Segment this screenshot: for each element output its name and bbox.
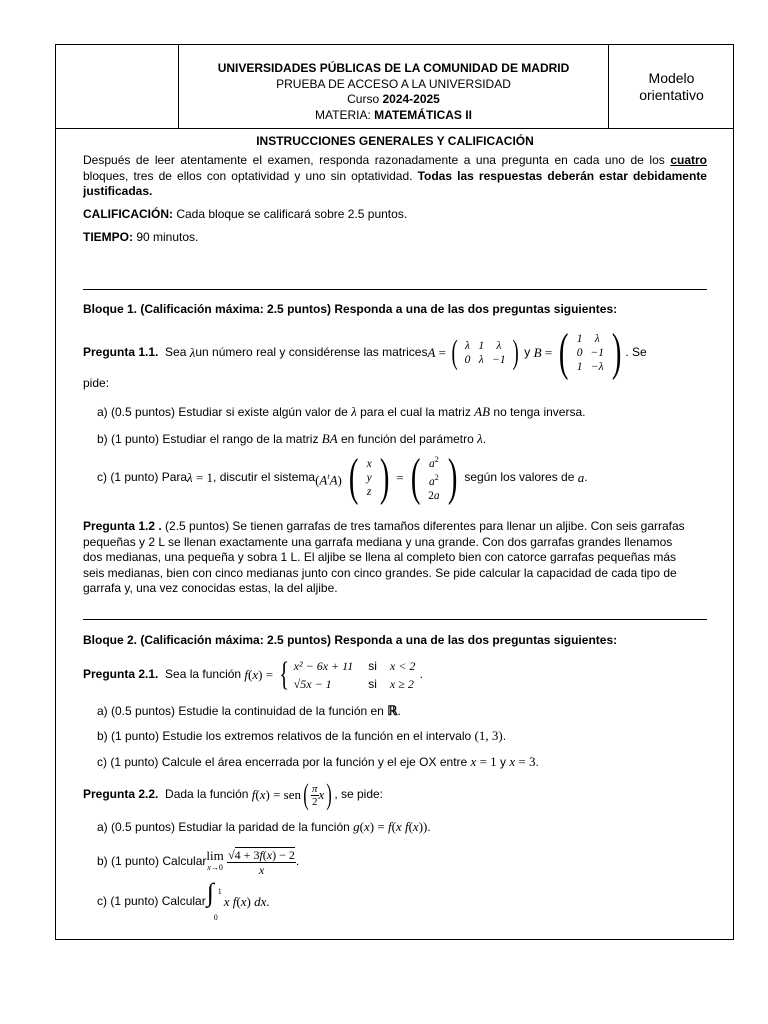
q22-item-b: b) (1 punto) Calcular lim x→0 $\frac{√4 + 3f(x) - 2}{x}$ . xyxy=(97,847,300,877)
question-1-1: Pregunta 1.1. Sea λ un número real y considérense las matrices A = ( λ 1 λ 0 λ −1 ) y B = ( 1 λ 0 −1 1 −λ ) . Se xyxy=(83,324,647,381)
divider-1 xyxy=(83,289,707,290)
header-materia: MATERIA: MATEMÁTICAS II xyxy=(315,107,472,122)
header-model-cell xyxy=(610,45,733,128)
header-orientativo: orientativo xyxy=(639,86,704,103)
q21-item-b: b) (1 punto) Estudie los extremos relativos de la función en el intervalo (1, 3). xyxy=(97,728,507,743)
header-modelo: Modelo xyxy=(648,69,695,86)
q11-item-b: b) (1 punto) Estudiar el rango de la matriz BA en función del parámetro λ. xyxy=(97,431,487,446)
q21-item-a: a) (0.5 puntos) Estudie la continuidad de la función en ℝ. xyxy=(97,703,401,718)
question-1-2: Pregunta 1.2 . (2.5 puntos) Se tienen garrafas de tres tamaños diferentes para llenar un aljibe. Con seis garrafas pequeñas y 2 L se llenan exactamente una garrafa mediana y una grande. Con dos garrafas grandes llenamos dos medianas, una pequeña y sobra 1 L. El aljibe se llena al completo bien con catorce garrafas pequeñas más seis medianas, bien con cinco medianas junto con cinco grandes. Se pide calcular la capacidad de cada tipo de garrafa y, una vez conocidas estas, la del aljibe. xyxy=(83,519,685,596)
q22-item-a: a) (0.5 puntos) Estudiar la paridad de la función g(x) = f(x f(x)). xyxy=(97,819,431,834)
exam-header xyxy=(56,45,733,129)
matrix-a: λ 1 λ 0 λ −1 xyxy=(464,340,506,366)
header-exam-name: PRUEBA DE ACCESO A LA UNIVERSIDAD xyxy=(276,76,511,91)
header-university: UNIVERSIDADES PÚBLICAS DE LA COMUNIDAD DE MADRID xyxy=(217,61,570,75)
matrix-b: 1 λ 0 −1 1 −λ xyxy=(576,333,604,373)
q11-item-c: c) (1 punto) Para λ = 1 , discutir el sistema $(A^tA)$ ( x y z ) = ( $a^2$ $a^2$ 2a ) según los valores de a . xyxy=(97,449,588,506)
q11-item-a: a) (0.5 puntos) Estudiar si existe algún valor de λ para el cual la matriz AB no tenga inversa. xyxy=(97,404,586,419)
divider-2 xyxy=(83,619,707,620)
header-logo-cell xyxy=(56,45,179,128)
q21-item-c: c) (1 punto) Calcule el área encerrada por la función y el eje OX entre x = 1 y x = 3. xyxy=(97,754,539,769)
q22-item-c: c) (1 punto) Calcular ∫ 1 0 x f (x) dx. xyxy=(97,878,270,922)
instructions-title: INSTRUCCIONES GENERALES Y CALIFICACIÓN xyxy=(256,134,534,148)
header-title-cell xyxy=(179,45,609,128)
question-2-2: Pregunta 2.2. Dada la función f (x) = sen ( $\frac{\pi}{2}$ x ) , se pide: xyxy=(83,778,384,811)
question-2-1: Pregunta 2.1. Sea la función f (x) = { x² − 6x + 11 si x < 2 √5x − 1 si x ≥ 2 . xyxy=(83,656,424,693)
calificacion-line: CALIFICACIÓN: Cada bloque se calificará sobre 2.5 puntos. xyxy=(83,207,408,221)
bloque1-title: Bloque 1. (Calificación máxima: 2.5 puntos) Responda a una de las dos preguntas siguientes: xyxy=(83,302,618,316)
q11-pide: pide: xyxy=(83,376,110,390)
instructions-paragraph: Después de leer atentamente el examen, responda razonadamente a una pregunta en cada uno de los cuatro bloques, tres de ellos con optatividad y uno sin optatividad. Todas las respuestas deberán estar debidamente justificadas. xyxy=(83,153,707,198)
header-curso: Curso 2024-2025 xyxy=(347,92,440,106)
bloque2-title: Bloque 2. (Calificación máxima: 2.5 puntos) Responda a una de las dos preguntas siguientes: xyxy=(83,633,618,647)
tiempo-line: TIEMPO: 90 minutos. xyxy=(83,230,199,244)
